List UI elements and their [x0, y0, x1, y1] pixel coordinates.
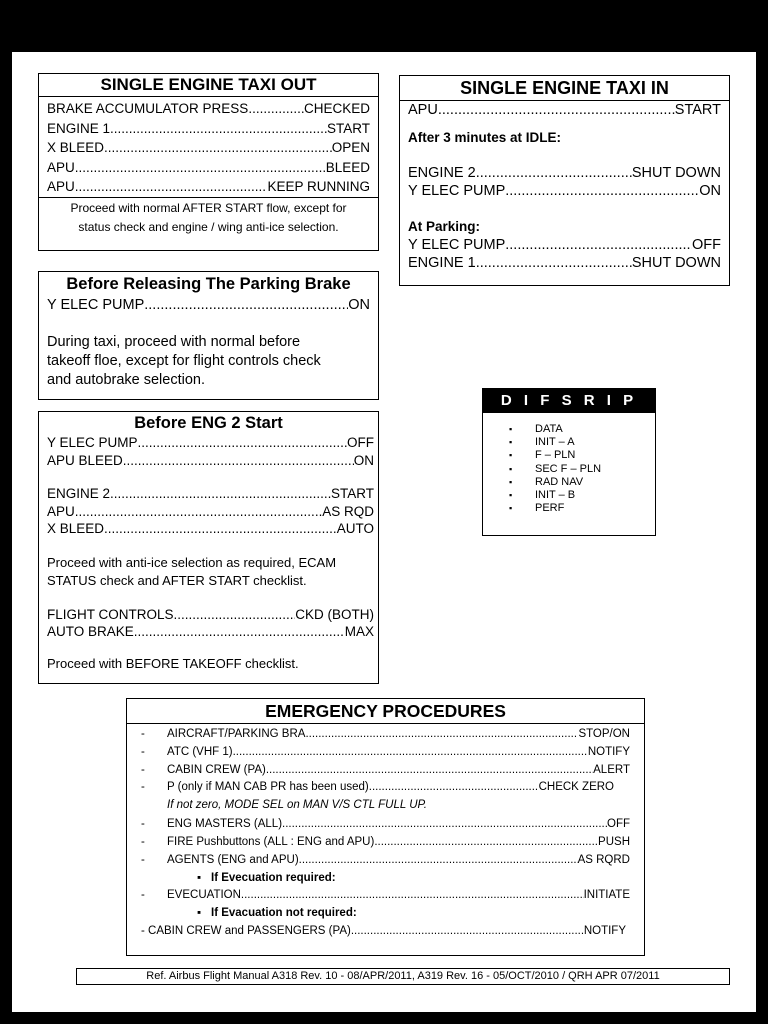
emergency-note: If not zero, MODE SEL on MAN V/S CTL FULL UP.: [167, 799, 427, 812]
eng2-item: Y ELEC PUMP ..... OFF: [47, 434, 374, 452]
list-item: ▪ F – PLN: [509, 449, 655, 462]
taxi-in-title: SINGLE ENGINE TAXI IN: [400, 76, 729, 101]
eng2-item: FLIGHT CONTROLS ..... CKD (BOTH): [47, 606, 374, 624]
eng2-start-title: Before ENG 2 Start: [134, 414, 283, 432]
taxi-in-item: ENGINE 2 ..... SHUT DOWN: [408, 164, 721, 182]
taxi-in-item: ENGINE 1 ..... SHUT DOWN: [408, 254, 721, 272]
taxi-out-item: ENGINE 1 ..... START: [47, 119, 370, 139]
taxi-out-item: APU ..... BLEED: [47, 158, 370, 178]
taxi-out-box: [38, 73, 379, 251]
eng2-item: ENGINE 2 ..... START: [47, 485, 374, 503]
list-item: ▪ INIT – A: [509, 436, 655, 449]
emergency-item: - ENG MASTERS (ALL) ..... OFF: [141, 816, 630, 834]
taxi-out-item: BRAKE ACCUMULATOR PRESS ..... CHECKED: [47, 99, 370, 119]
parking-brake-note: takeoff floe, except for flight controls check: [47, 353, 321, 369]
emergency-item: - CABIN CREW and PASSENGERS (PA) ..... NOTIFY: [141, 923, 630, 941]
taxi-in-apu: APU ..... START: [408, 101, 721, 119]
list-item: ▪ INIT – B: [509, 489, 655, 502]
parking-brake-note: and autobrake selection.: [47, 372, 205, 388]
difsrip-title: D I F S R I P: [483, 389, 655, 413]
emergency-item: - ATC (VHF 1) ..... NOTIFY: [141, 744, 630, 762]
difsrip-list: [509, 423, 655, 515]
taxi-out-title: SINGLE ENGINE TAXI OUT: [39, 74, 378, 97]
emergency-item: - CABIN CREW (PA) ..... ALERT: [141, 762, 630, 780]
emergency-item: - EVECUATION ..... INITIATE: [141, 887, 630, 905]
footer-reference: Ref. Airbus Flight Manual A318 Rev. 10 - 08/APR/2011, A319 Rev. 16 - 05/OCT/2010 / QRH APR 07/2011: [76, 968, 730, 985]
emergency-item: - AGENTS (ENG and APU) ..... AS RQRD: [141, 852, 630, 870]
parking-brake-title: Before Releasing The Parking Brake: [66, 275, 351, 293]
taxi-out-item: X BLEED ..... OPEN: [47, 138, 370, 158]
eng2-start-box: [38, 411, 379, 684]
list-item: ▪ SEC F – PLN: [509, 463, 655, 476]
emergency-title: EMERGENCY PROCEDURES: [127, 699, 644, 724]
eng2-item: APU BLEED ..... ON: [47, 452, 374, 470]
list-item: ▪ PERF: [509, 502, 655, 515]
eng2-item: APU ..... AS RQD: [47, 503, 374, 521]
list-item: ▪ RAD NAV: [509, 476, 655, 489]
difsrip-box: [482, 388, 656, 536]
eng2-note: Proceed with anti-ice selection as required, ECAM: [47, 554, 337, 570]
emergency-bullet: ▪ If Evecuation required:: [197, 871, 336, 884]
emergency-item: - FIRE Pushbuttons (ALL : ENG and APU) ..... PUSH: [141, 834, 630, 852]
taxi-in-item: Y ELEC PUMP ..... ON: [408, 182, 721, 200]
emergency-box: [126, 698, 645, 956]
list-item: ▪ DATA: [509, 423, 655, 436]
checklist-page: [12, 52, 756, 1012]
taxi-out-item: APU ..... KEEP RUNNING: [47, 177, 370, 197]
emergency-bullet: ▪ If Evacuation not required:: [197, 907, 357, 920]
eng2-item: X BLEED ..... AUTO: [47, 520, 374, 538]
eng2-item: AUTO BRAKE ..... MAX: [47, 623, 374, 641]
parking-brake-note: During taxi, proceed with normal before: [47, 334, 301, 350]
taxi-in-item: Y ELEC PUMP ..... OFF: [408, 236, 721, 254]
idle-heading: After 3 minutes at IDLE:: [408, 130, 562, 145]
parking-heading: At Parking:: [408, 219, 481, 234]
eng2-note: STATUS check and AFTER START checklist.: [47, 572, 307, 588]
eng2-note: Proceed with BEFORE TAKEOFF checklist.: [47, 655, 299, 671]
parking-brake-box: [38, 271, 379, 400]
taxi-in-box: [399, 75, 730, 286]
emergency-item: - AIRCRAFT/PARKING BRA ..... STOP/ON: [141, 726, 630, 744]
taxi-out-note: Proceed with normal AFTER START flow, except for status check and engine / wing anti-ice selection.: [39, 197, 378, 237]
parking-brake-item: Y ELEC PUMP ..... ON: [47, 296, 370, 314]
taxi-out-list: [39, 97, 378, 197]
emergency-item: - P (only if MAN CAB PR has been used) ..... CHECK ZERO: [141, 779, 630, 797]
